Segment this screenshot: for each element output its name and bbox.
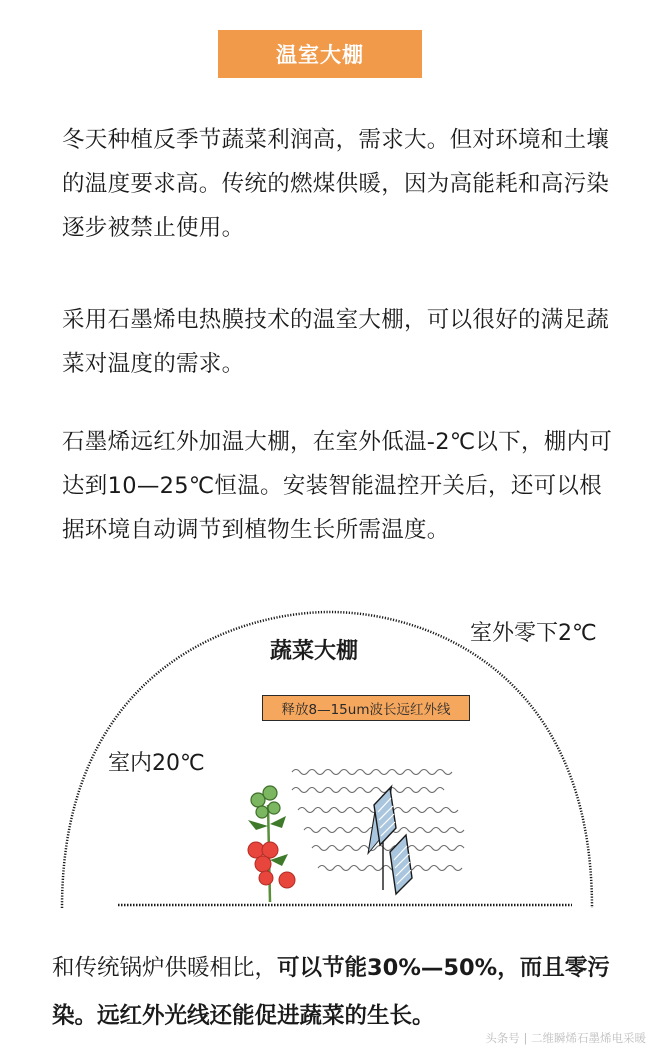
greenhouse-title: 蔬菜大棚 [270,639,359,664]
paragraph-temperature: 石墨烯远红外加温大棚，在室外低温-2℃以下，棚内可达到10—25℃恒温。安装智能温控开关后，还可以根据环境自动调节到植物生长所需温度。 [62,429,613,543]
inside-temperature-label: 室内20℃ [108,751,205,776]
tomato-plant [248,786,295,902]
infrared-tag: 释放8—15um波长远红外线 [262,695,470,721]
heating-film-panel-upper [374,788,412,894]
title-banner: 温室大棚 [218,30,422,78]
watermark-footer: 头条号 | 二维瞬烯石墨烯电采暖 [485,1031,646,1045]
outside-temperature-label: 室外零下2℃ [470,621,597,646]
conclusion-strong: 可以节能30%—50%，而且零污染。远红外光线还能促进蔬菜的生长。 [52,955,610,1029]
conclusion-paragraph [52,944,622,1040]
conclusion-normal: 和传统锅炉供暖相比， [52,955,278,981]
paragraph-graphene: 采用石墨烯电热膜技术的温室大棚，可以很好的满足蔬菜对温度的需求。 [62,307,610,377]
paragraph-intro: 冬天种植反季节蔬菜利润高，需求大。但对环境和土壤的温度要求高。传统的燃煤供暖，因为高能耗和高污染逐步被禁止使用。 [62,127,610,241]
